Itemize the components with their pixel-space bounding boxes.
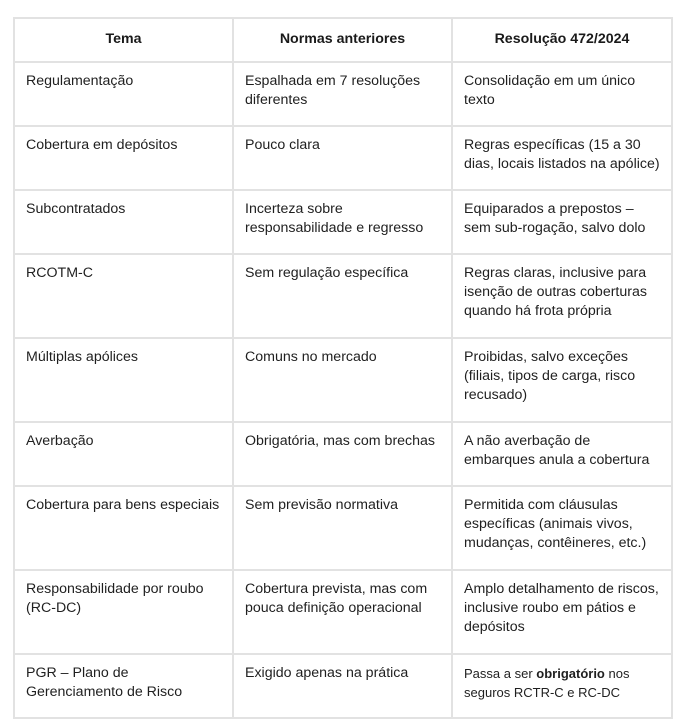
- cell-normas-anteriores: Pouco clara: [233, 126, 452, 190]
- cell-text-before: Passa a ser: [464, 666, 537, 681]
- comparison-table-container: [13, 17, 671, 719]
- table-row: [14, 126, 672, 190]
- cell-tema: Subcontratados: [14, 190, 233, 254]
- table-header-row: [14, 18, 672, 62]
- cell-normas-anteriores: Incerteza sobre responsabilidade e regresso: [233, 190, 452, 254]
- cell-normas-anteriores: Espalhada em 7 resoluções diferentes: [233, 62, 452, 126]
- cell-normas-anteriores: Sem regulação específica: [233, 254, 452, 338]
- cell-tema: Averbação: [14, 422, 233, 486]
- table-row: [14, 654, 672, 718]
- table-row: [14, 62, 672, 126]
- cell-resolucao: Equiparados a prepostos – sem sub-rogação, salvo dolo: [452, 190, 672, 254]
- cell-resolucao: Consolidação em um único texto: [452, 62, 672, 126]
- cell-normas-anteriores: Sem previsão normativa: [233, 486, 452, 570]
- cell-resolucao: [452, 654, 672, 718]
- cell-tema: Regulamentação: [14, 62, 233, 126]
- cell-tema: Cobertura em depósitos: [14, 126, 233, 190]
- cell-text-bold: obrigatório: [536, 666, 605, 681]
- cell-tema: Responsabilidade por roubo (RC-DC): [14, 570, 233, 654]
- table-row: [14, 190, 672, 254]
- header-tema: Tema: [14, 18, 233, 62]
- cell-normas-anteriores: Cobertura prevista, mas com pouca definição operacional: [233, 570, 452, 654]
- cell-text-after: nos seguros RCTR-C e RC-DC: [464, 666, 630, 700]
- table-row: [14, 570, 672, 654]
- table-row: [14, 338, 672, 422]
- cell-normas-anteriores: Exigido apenas na prática: [233, 654, 452, 718]
- table-row: [14, 486, 672, 570]
- cell-normas-anteriores: Comuns no mercado: [233, 338, 452, 422]
- cell-resolucao: A não averbação de embarques anula a cobertura: [452, 422, 672, 486]
- header-resolucao: Resolução 472/2024: [452, 18, 672, 62]
- cell-resolucao: Permitida com cláusulas específicas (animais vivos, mudanças, contêineres, etc.): [452, 486, 672, 570]
- cell-resolucao: Amplo detalhamento de riscos, inclusive roubo em pátios e depósitos: [452, 570, 672, 654]
- table-row: [14, 254, 672, 338]
- cell-tema: RCOTM-C: [14, 254, 233, 338]
- cell-normas-anteriores: Obrigatória, mas com brechas: [233, 422, 452, 486]
- header-normas-anteriores: Normas anteriores: [233, 18, 452, 62]
- cell-tema: Cobertura para bens especiais: [14, 486, 233, 570]
- comparison-table: [13, 17, 673, 719]
- cell-tema: PGR – Plano de Gerenciamento de Risco: [14, 654, 233, 718]
- cell-resolucao: Regras claras, inclusive para isenção de outras coberturas quando há frota própria: [452, 254, 672, 338]
- table-row: [14, 422, 672, 486]
- cell-tema: Múltiplas apólices: [14, 338, 233, 422]
- cell-resolucao: Proibidas, salvo exceções (filiais, tipos de carga, risco recusado): [452, 338, 672, 422]
- cell-resolucao: Regras específicas (15 a 30 dias, locais listados na apólice): [452, 126, 672, 190]
